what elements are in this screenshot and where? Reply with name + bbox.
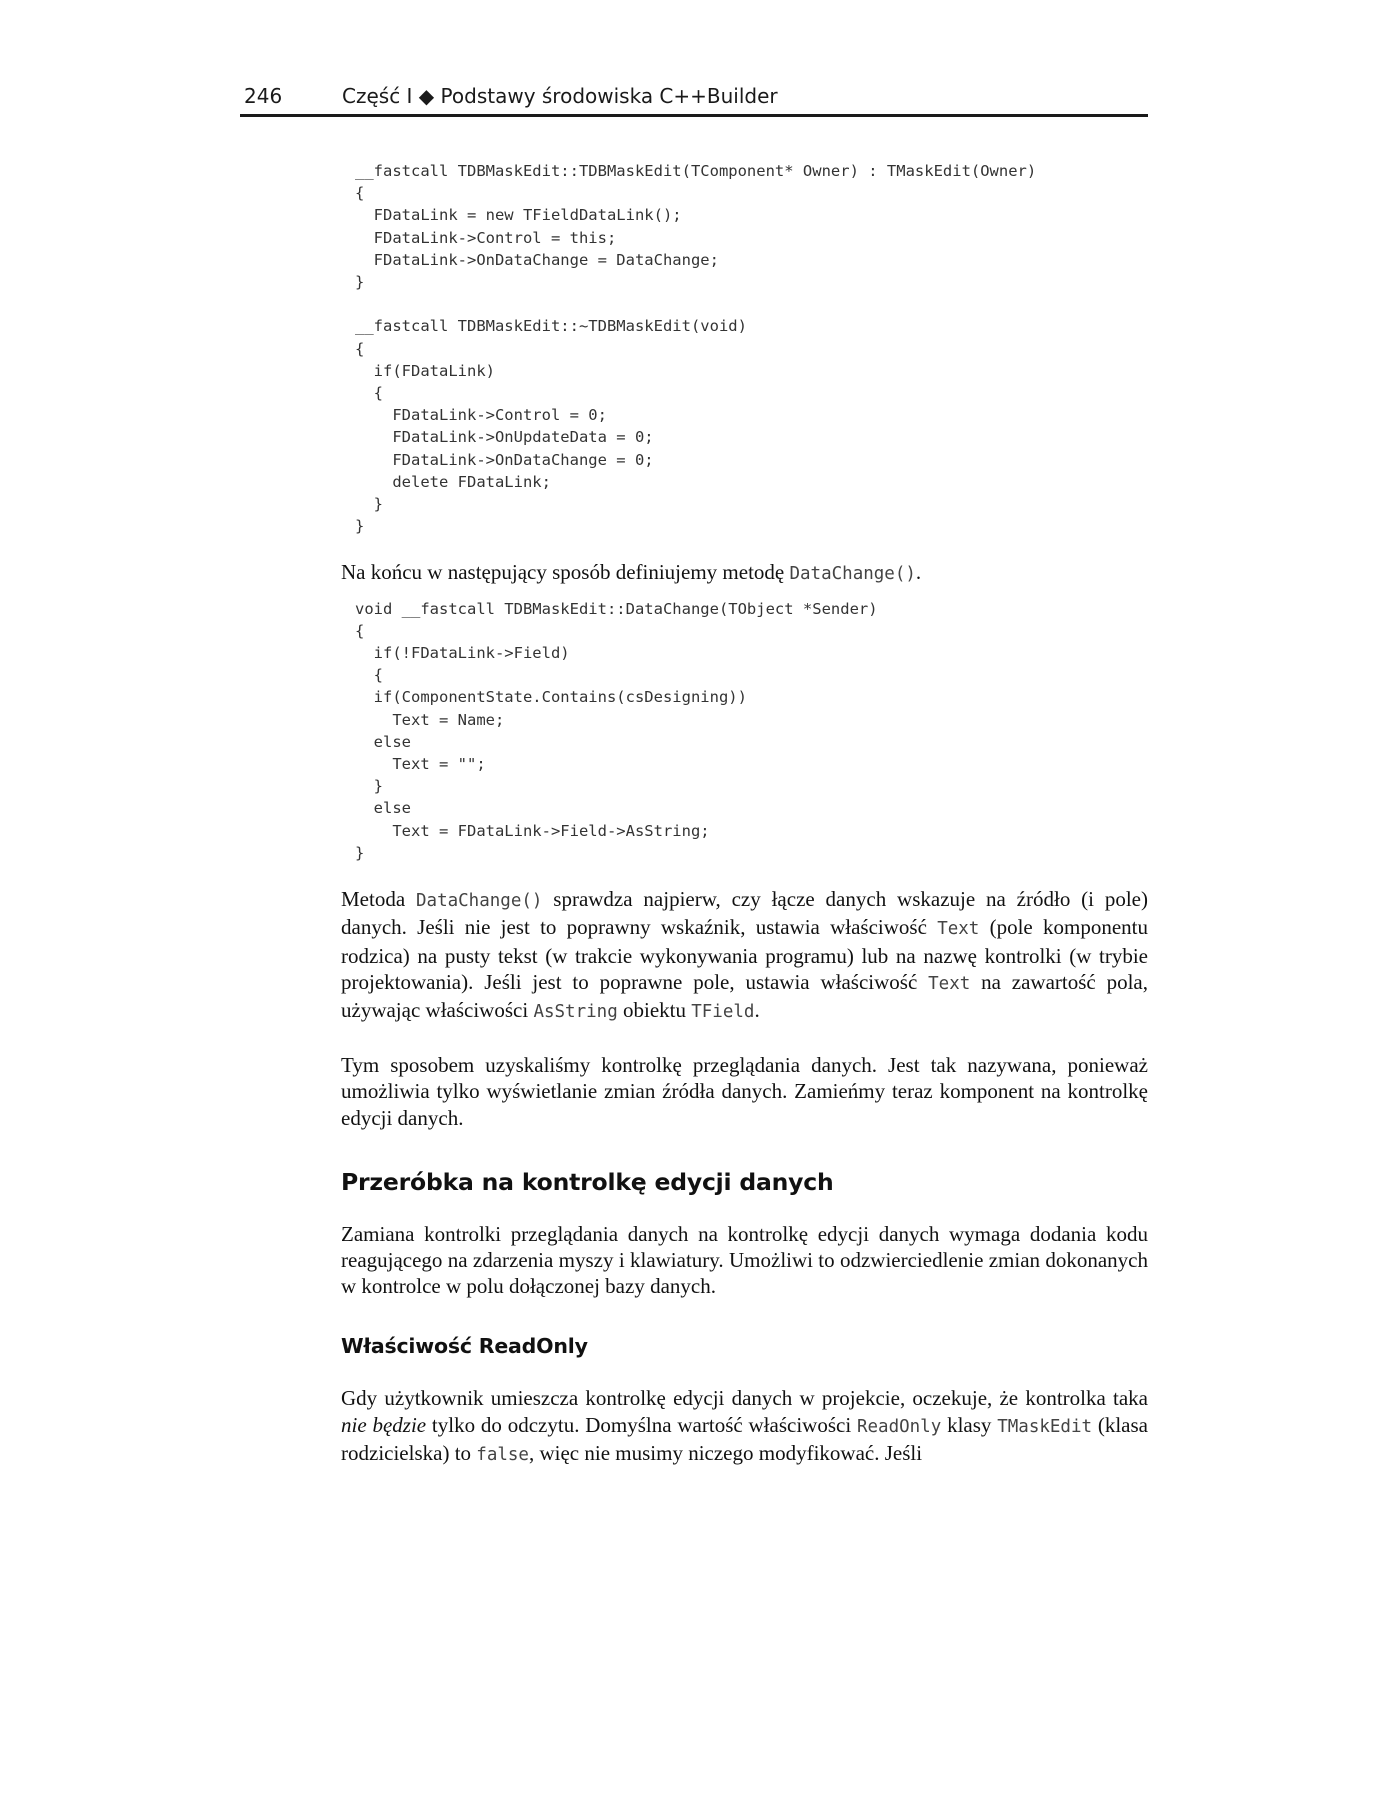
page-number: 246	[244, 84, 283, 108]
inline-code: ReadOnly	[856, 1416, 942, 1437]
text-run: na zawartość pola, używając właściwości	[341, 969, 1148, 1022]
text-run: Gdy użytkownik umieszcza kontrolkę edycji danych w projekcie, oczekuje, że kontrolka taka	[341, 1386, 1148, 1411]
text-run: (pole komponentu rodzica) na pusty tekst (w trakcie wykonywania programu) lub na nazwę kontrolki (w trybie projektowania). Jeśli jest to poprawne pole, ustawia właściwość	[341, 915, 1148, 994]
section-heading: Przeróbka na kontrolkę edycji danych	[341, 1167, 834, 1196]
text-run: Metoda	[341, 887, 416, 912]
inline-code: Text	[928, 973, 971, 994]
page-header	[240, 82, 1148, 116]
inline-code: false	[476, 1444, 529, 1465]
code-listing-constructor-destructor: __fastcall TDBMaskEdit::TDBMaskEdit(TComponent* Owner) : TMaskEdit(Owner) { FDataLink = new TFieldDataLink(); FDataLink->Control = this; FDataLink->OnDataChange = DataChange; } __fastcall TDBMaskEdit::~TDBMaskEdit(void) { if(FDataLink) { FDataLink->Control = 0; FDataLink->OnUpdateData = 0; FDataLink->OnDataChange = 0; delete FDataLink; } }	[355, 162, 1037, 536]
inline-code: DataChange()	[789, 564, 916, 585]
paragraph-edit-conversion: Zamiana kontrolki przeglądania danych na kontrolkę edycji danych wymaga dodania kodu reagującego na zdarzenia myszy i klawiatury. Umożliwi to odzwierciedlenie zmian dokonanych w kontrolce w polu dołączonej bazy danych.	[341, 1221, 1148, 1299]
page-content	[341, 160, 1148, 1468]
text-run: .	[915, 560, 922, 585]
subsection-heading: Właściwość ReadOnly	[341, 1334, 588, 1359]
text-run: Na końcu w następujący sposób definiujemy metodę	[341, 560, 790, 585]
paragraph-browse-control: Tym sposobem uzyskaliśmy kontrolkę przeglądania danych. Jest tak nazywana, ponieważ umożliwia tylko wyświetlanie zmian źródła danych. Zamieńmy teraz komponent na kontrolkę edycji danych.	[341, 1053, 1148, 1130]
text-run: obiektu	[617, 997, 692, 1022]
text-run: .	[754, 997, 760, 1022]
running-head: Część I ◆ Podstawy środowiska C++Builder	[342, 84, 778, 108]
text-run: klasy	[941, 1412, 998, 1437]
text-run: , więc nie musimy niczego modyfikować. Jeśli	[528, 1440, 923, 1465]
inline-code: TMaskEdit	[997, 1416, 1093, 1437]
header-rule	[240, 114, 1148, 117]
paragraph-datachange-explanation	[341, 886, 1148, 1025]
inline-code: TField	[691, 1001, 755, 1022]
code-listing-datachange: void __fastcall TDBMaskEdit::DataChange(TObject *Sender) { if(!FDataLink->Field) { if(ComponentState.Contains(csDesigning)) Text = Name; else Text = ""; } else Text = FDataLink->Field->AsString; }	[355, 599, 878, 862]
inline-code: Text	[937, 919, 980, 940]
emphasis-text: nie będzie	[341, 1412, 427, 1437]
inline-code: AsString	[533, 1001, 618, 1022]
text-run: (klasa rodzicielska) to	[341, 1412, 1148, 1465]
paragraph-datachange-intro	[341, 559, 1148, 587]
paragraph-readonly	[341, 1385, 1148, 1468]
text-run: tylko do odczytu. Domyślna wartość właściwości	[426, 1412, 857, 1437]
text-run: sprawdza najpierw, czy łącze danych wskazuje na źródło (i pole) danych. Jeśli nie jest to poprawny wskaźnik, ustawia właściwość	[341, 887, 1148, 940]
inline-code: DataChange()	[416, 891, 543, 912]
